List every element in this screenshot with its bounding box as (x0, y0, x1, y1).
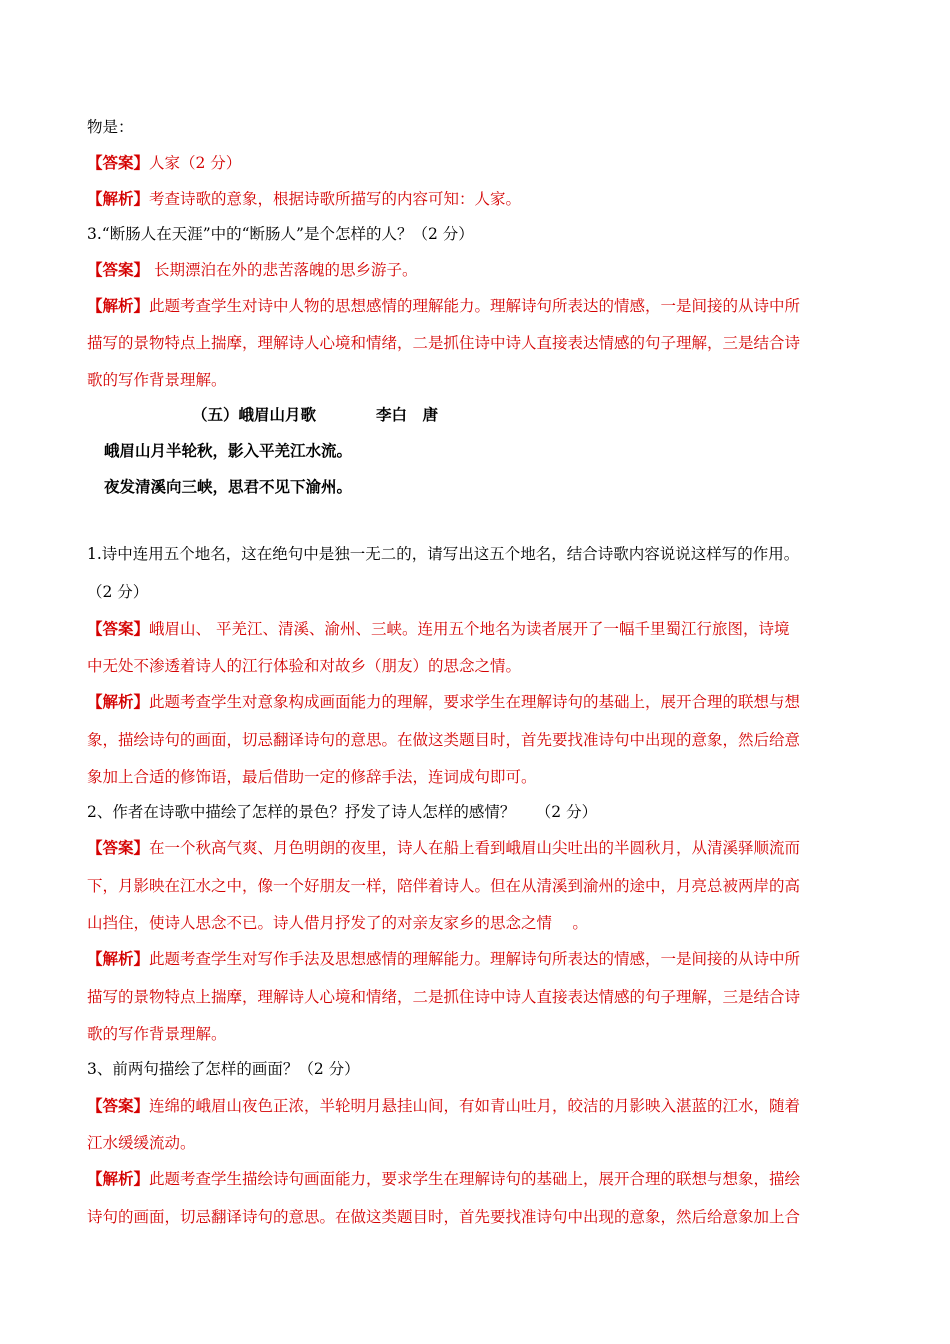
answer-tag: 【答案】 (87, 1096, 150, 1115)
answer-text: 峨眉山、 平羌江、清溪、渝州、三峡。连用五个地名为读者展开了一幅千里蜀江行旅图，诗境 (149, 620, 790, 638)
poem-title (192, 404, 592, 426)
answer-tag: 【答案】 (87, 619, 150, 638)
text-line: 物是： (87, 118, 134, 136)
answer-tag: 【答案】 (87, 260, 150, 279)
analysis-text: 考查诗歌的意象，根据诗歌所描写的内容可知：人家。 (149, 190, 522, 208)
answer-line (87, 152, 877, 174)
question-line: 2、作者在诗歌中描绘了怎样的景色？抒发了诗人怎样的感情？ （2 分） (87, 803, 598, 821)
analysis-text: 此题考查学生对意象构成画面能力的理解，要求学生在理解诗句的基础上，展开合理的联想与想 (149, 693, 801, 711)
answer-text: 下，月影映在江水之中，像一个好朋友一样，陪伴着诗人。但在从清溪到渝州的途中，月亮总被两岸的高 (87, 877, 801, 895)
analysis-text: 此题考查学生对诗中人物的思想感情的理解能力。理解诗句所表达的情感，一是间接的从诗中所 (149, 297, 801, 315)
analysis-text: 描写的景物特点上揣摩，理解诗人心境和情绪，二是抓住诗中诗人直接表达情感的句子理解，三是结合诗 (87, 988, 801, 1006)
question-line: 3.“断肠人在天涯”中的“断肠人”是个怎样的人？（2 分） (87, 225, 474, 243)
analysis-text: 描写的景物特点上揣摩，理解诗人心境和情绪，二是抓住诗中诗人直接表达情感的句子理解，三是结合诗 (87, 334, 801, 352)
analysis-text: 此题考查学生对写作手法及思想感情的理解能力。理解诗句所表达的情感，一是间接的从诗中所 (149, 950, 801, 968)
analysis-text: 此题考查学生描绘诗句画面能力，要求学生在理解诗句的基础上，展开合理的联想与想象，描绘 (149, 1170, 801, 1188)
answer-tag: 【答案】 (87, 838, 150, 857)
answer-text: 江水缓缓流动。 (87, 1134, 196, 1152)
analysis-tag: 【解析】 (87, 189, 150, 208)
analysis-tag: 【解析】 (87, 296, 150, 315)
analysis-line (87, 948, 877, 970)
answer-line (87, 259, 877, 281)
analysis-tag: 【解析】 (87, 692, 150, 711)
question-line: 3、前两句描绘了怎样的画面？（2 分） (87, 1060, 360, 1078)
answer-line (87, 837, 877, 859)
analysis-text: 歌的写作背景理解。 (87, 1025, 227, 1043)
analysis-tag: 【解析】 (87, 949, 150, 968)
analysis-line (87, 1168, 877, 1190)
answer-text: 在一个秋高气爽、月色明朗的夜里，诗人在船上看到峨眉山尖吐出的半圆秋月，从清溪驿顺流而 (149, 839, 801, 857)
poem-author: 李白 唐 (376, 405, 439, 424)
analysis-text: 象加上合适的修饰语，最后借助一定的修辞手法，连词成句即可。 (87, 768, 537, 786)
question-line: 1.诗中连用五个地名，这在绝句中是独一无二的，请写出这五个地名，结合诗歌内容说说这样写的作用。 (87, 545, 800, 563)
analysis-tag: 【解析】 (87, 1169, 150, 1188)
answer-text: 连绵的峨眉山夜色正浓，半轮明月悬挂山间，有如青山吐月，皎洁的月影映入湛蓝的江水，随着 (149, 1097, 801, 1115)
analysis-text: 象，描绘诗句的画面，切忌翻译诗句的意思。在做这类题目时，首先要找准诗句中出现的意象，然后给意 (87, 731, 801, 749)
poem-line: 夜发清溪向三峡，思君不见下渝州。 (104, 477, 353, 496)
answer-text: 中无处不渗透着诗人的江行体验和对故乡（朋友）的思念之情。 (87, 657, 522, 675)
analysis-text: 诗句的画面，切忌翻译诗句的意思。在做这类题目时，首先要找准诗句中出现的意象，然后给意象加上合 (87, 1208, 801, 1226)
answer-line (87, 618, 877, 640)
answer-text: 人家（2 分） (149, 154, 242, 172)
answer-tag: 【答案】 (87, 153, 150, 172)
answer-line (87, 1095, 877, 1117)
analysis-line (87, 188, 877, 210)
analysis-line (87, 691, 877, 713)
poem-line: 峨眉山月半轮秋，影入平羌江水流。 (104, 441, 353, 460)
question-line: （2 分） (87, 583, 149, 601)
answer-text: 山挡住，使诗人思念不已。诗人借月抒发了的对亲友家乡的思念之情 。 (87, 914, 588, 932)
analysis-line (87, 295, 877, 317)
analysis-text: 歌的写作背景理解。 (87, 371, 227, 389)
poem-title-main: （五）峨眉山月歌 (192, 405, 317, 424)
answer-text: 长期漂泊在外的悲苦落魄的思乡游子。 (149, 261, 418, 279)
